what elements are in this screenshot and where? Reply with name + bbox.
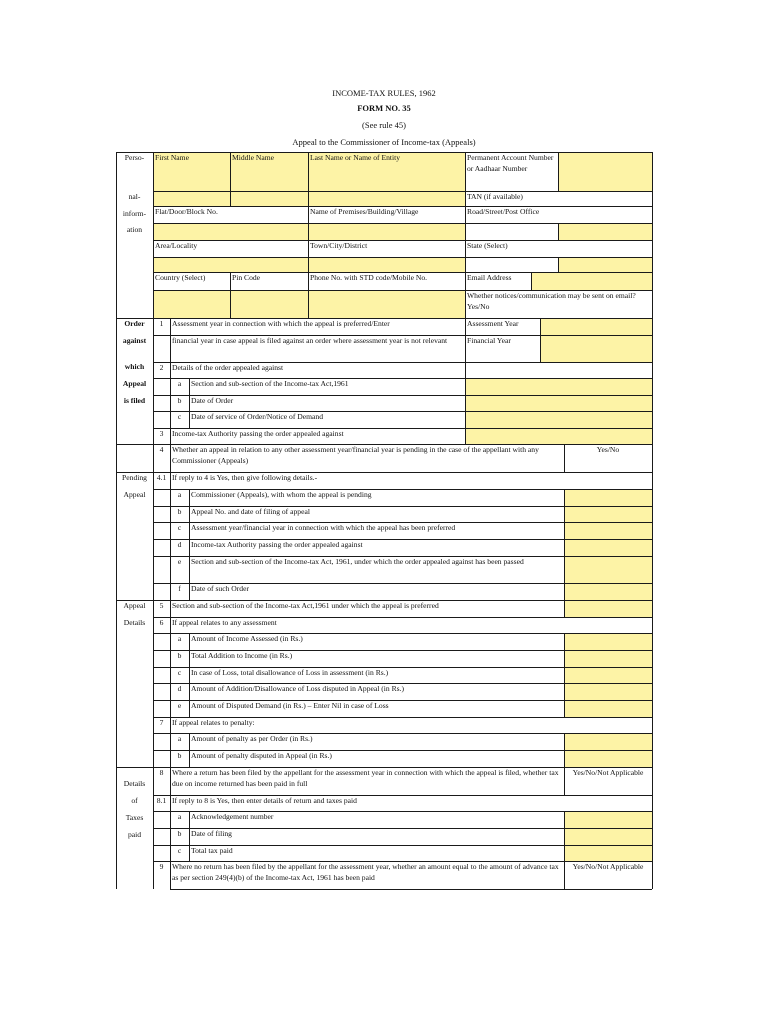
row-text: Total Addition to Income (in Rs.)	[191, 651, 293, 660]
order-field[interactable]	[465, 395, 652, 412]
row-text: Section and sub-section of the Income-tax Act,1961	[191, 379, 349, 388]
phone-field[interactable]	[308, 290, 465, 318]
email-label: Email Address	[467, 273, 512, 282]
rule-line	[153, 223, 652, 224]
rule-line	[153, 861, 652, 862]
rule-line	[153, 767, 652, 768]
rule-line	[153, 600, 652, 601]
row-text: Assessment year in connection with which the appeal is preferred/Enter	[172, 319, 390, 328]
sub-letter: c	[177, 523, 182, 532]
rule-line	[153, 272, 652, 273]
row-text: Amount of Addition/Disallowance of Loss disputed in Appeal (in Rs.)	[191, 684, 405, 693]
row-number: 9	[159, 862, 164, 871]
sub-letter: a	[177, 812, 182, 821]
rule-line	[170, 889, 652, 890]
flat-label: Flat/Door/Block No.	[155, 207, 218, 216]
rule-line	[153, 539, 652, 540]
row-text: If appeal relates to any assessment	[172, 618, 277, 627]
first-name-label: First Name	[155, 153, 189, 162]
rule-line	[465, 318, 466, 444]
authority-field[interactable]	[465, 428, 652, 444]
sub-letter: f	[178, 584, 181, 593]
sub-letter: a	[177, 734, 182, 743]
row-number: 7	[159, 718, 164, 727]
pending-field[interactable]	[564, 489, 652, 506]
rule-line	[189, 489, 190, 600]
row-number: 6	[159, 618, 164, 627]
rule-line	[189, 378, 190, 428]
middle-name-label: Middle Name	[232, 153, 274, 162]
section-label-personal: inform-	[122, 209, 147, 218]
see-rule: (See rule 45)	[362, 120, 406, 130]
row-text: Income-tax Authority passing the order appealed against	[191, 540, 363, 549]
section-label-appeal-details: Appeal	[123, 601, 146, 610]
sub-letter: e	[177, 701, 182, 710]
order-field[interactable]	[465, 378, 652, 395]
rule-line	[153, 750, 652, 751]
rule-line	[153, 257, 652, 258]
rule-line	[153, 633, 652, 634]
section-label-taxes: paid	[127, 830, 142, 839]
row-text: If appeal relates to penalty:	[172, 718, 255, 727]
rule-line	[153, 667, 652, 668]
sub-letter: b	[177, 751, 182, 760]
penalty-field[interactable]	[564, 733, 652, 750]
row-text: financial year in case appeal is filed against an order where assessment year is not relevant	[172, 336, 448, 345]
row-text: Income-tax Authority passing the order appealed against	[172, 429, 344, 438]
rule-line	[564, 733, 565, 795]
penalty-field[interactable]	[564, 750, 652, 767]
section-label-appeal-details: Details	[123, 618, 146, 627]
tax-field[interactable]	[564, 811, 652, 828]
country-label: Country (Select)	[155, 273, 206, 282]
row-text: If reply to 4 is Yes, then give following details.-	[172, 473, 318, 482]
section-label-order: which	[124, 362, 145, 371]
sub-letter: a	[177, 490, 182, 499]
row-text: Where no return has been filed by the appellant for the assessment year, whether an amount equal to the amount of advance tax as per section 249(4)(b) of the Income-tax Act, 1961 has been paid	[172, 862, 559, 882]
rule-line	[153, 395, 652, 396]
row-number: 4	[159, 445, 164, 454]
pending-field[interactable]	[564, 522, 652, 539]
rule-line	[153, 411, 652, 412]
sub-letter: e	[177, 557, 182, 566]
rule-line	[153, 206, 652, 207]
rule-line	[308, 152, 309, 318]
yes-no-answer: Yes/No/Not Applicable	[572, 862, 644, 871]
rule-line	[153, 240, 652, 241]
row-text: If reply to 8 is Yes, then enter details of return and taxes paid	[172, 796, 357, 805]
section-field[interactable]	[564, 600, 652, 617]
amount-field[interactable]	[564, 700, 652, 717]
tan-label: TAN (if available)	[467, 192, 523, 201]
section-label-pending: Pending	[122, 473, 147, 482]
rule-line	[230, 152, 231, 206]
amount-field[interactable]	[564, 650, 652, 667]
sub-letter: b	[177, 396, 182, 405]
rule-line	[189, 811, 190, 861]
rule-line	[564, 444, 565, 472]
rule-line	[153, 191, 652, 192]
last-name-label: Last Name or Name of Entity	[310, 153, 401, 162]
rule-line	[531, 272, 532, 290]
rule-line	[116, 444, 652, 445]
sub-letter: c	[177, 668, 182, 677]
financial-year-label: Financial Year	[467, 336, 511, 345]
rule-line	[153, 700, 652, 701]
rule-line	[564, 633, 565, 717]
rule-line	[652, 152, 653, 889]
amount-field[interactable]	[564, 633, 652, 650]
premises-label: Name of Premises/Building/Village	[310, 207, 419, 216]
row-number: 1	[159, 319, 164, 328]
area-label: Area/Locality	[155, 241, 198, 250]
sub-letter: b	[177, 829, 182, 838]
section-label-order: Order	[124, 319, 145, 328]
flat-field[interactable]	[153, 223, 308, 240]
rule-line	[153, 378, 652, 379]
sub-letter: b	[177, 507, 182, 516]
amount-field[interactable]	[564, 683, 652, 700]
form-title: Appeal to the Commissioner of Income-tax (Appeals)	[292, 137, 476, 147]
row-text: In case of Loss, total disallowance of Loss in assessment (in Rs.)	[191, 668, 389, 677]
rule-line	[558, 223, 559, 240]
pending-field[interactable]	[564, 539, 652, 556]
row-number: 5	[159, 601, 164, 610]
pin-label: Pin Code	[232, 273, 261, 282]
country-field[interactable]	[153, 290, 230, 318]
rule-line	[153, 811, 652, 812]
rule-line	[153, 617, 652, 618]
assessment-year-label: Assessment Year	[467, 319, 519, 328]
rule-line	[153, 318, 154, 889]
pending-field[interactable]	[564, 556, 652, 583]
email-notices-label: Whether notices/communication may be sent on email? Yes/No	[467, 291, 636, 311]
rule-line	[170, 318, 171, 889]
rule-line	[564, 489, 565, 617]
rule-line	[153, 795, 652, 796]
section-label-taxes: Details	[123, 779, 146, 788]
row-number: 3	[159, 429, 164, 438]
email-field[interactable]	[531, 272, 652, 290]
financial-year-field[interactable]	[540, 335, 652, 362]
row-text: Where a return has been filed by the appellant for the assessment year in connection with which the appeal is filed, whether tax due on income returned has been paid in full	[172, 768, 559, 788]
row-text: Amount of penalty disputed in Appeal (in Rs.)	[191, 751, 332, 760]
section-label-personal: nal-	[128, 192, 141, 201]
rule-line	[153, 362, 652, 363]
state-field[interactable]	[558, 257, 652, 272]
rule-line	[153, 428, 652, 429]
rule-line	[153, 556, 652, 557]
rule-line	[153, 717, 652, 718]
row-text: Details of the order appealed against	[172, 363, 284, 372]
rule-line	[564, 811, 565, 889]
sub-letter: a	[177, 634, 182, 643]
sub-letter: d	[177, 684, 182, 693]
row-number: 8	[159, 768, 164, 777]
tax-field[interactable]	[564, 845, 652, 862]
pan-field[interactable]	[558, 152, 652, 191]
rule-line	[116, 152, 117, 889]
first-name-field[interactable]	[153, 191, 230, 206]
row-text: Section and sub-section of the Income-tax Act,1961 under which the appeal is preferred	[172, 601, 439, 610]
road-label: Road/Street/Post Office	[467, 207, 540, 216]
sub-letter: c	[177, 412, 182, 421]
middle-name-field[interactable]	[230, 191, 308, 206]
row-text: Assessment year/financial year in connection with which the appeal has been preferred	[191, 523, 456, 532]
section-label-taxes: of	[131, 796, 138, 805]
row-number: 4.1	[156, 473, 167, 482]
amount-field[interactable]	[564, 667, 652, 684]
row-text: Section and sub-section of the Income-tax Act, 1961, under which the order appealed against has been passed	[191, 557, 524, 566]
section-label-order: Appeal	[122, 379, 147, 388]
row-text: Amount of Disputed Demand (in Rs.) – Enter Nil in case of Loss	[191, 701, 389, 710]
form-number: FORM NO. 35	[357, 103, 411, 113]
rule-line	[230, 272, 231, 318]
rule-line	[116, 600, 153, 601]
rule-line	[116, 767, 153, 768]
rule-line	[189, 633, 190, 717]
rules-title: INCOME-TAX RULES, 1962	[332, 88, 436, 98]
section-label-personal: Perso-	[124, 153, 145, 162]
row-text: Date of service of Order/Notice of Demand	[191, 412, 323, 421]
row-text: Date of Order	[191, 396, 234, 405]
pending-field[interactable]	[564, 583, 652, 600]
sub-letter: b	[177, 651, 182, 660]
rule-line	[153, 489, 652, 490]
rule-line	[189, 733, 190, 767]
row-text: Amount of penalty as per Order (in Rs.)	[191, 734, 313, 743]
rule-line	[153, 828, 652, 829]
rule-line	[540, 318, 541, 362]
rule-line	[116, 472, 153, 473]
section-label-taxes: Taxes	[125, 813, 144, 822]
row-number: 8.1	[156, 796, 167, 805]
row-text: Date of filing	[191, 829, 232, 838]
section-label-order: against	[122, 336, 147, 345]
rule-line	[153, 650, 652, 651]
road-field[interactable]	[558, 223, 652, 240]
row-text: Acknowledgement number	[191, 812, 274, 821]
rule-line	[153, 733, 652, 734]
area-field[interactable]	[153, 257, 465, 272]
row-text: Appeal No. and date of filing of appeal	[191, 507, 310, 516]
rule-line	[558, 257, 559, 272]
row-number: 2	[159, 363, 164, 372]
rule-line	[116, 152, 652, 153]
sub-letter: a	[177, 379, 182, 388]
rule-line	[558, 152, 559, 191]
assessment-year-field[interactable]	[540, 318, 652, 335]
town-label: Town/City/District	[310, 241, 368, 250]
rule-line	[465, 152, 466, 318]
rule-line	[153, 472, 652, 473]
row-text: Total tax paid	[191, 846, 233, 855]
rule-line	[153, 522, 652, 523]
row-text: Commissioner (Appeals), with whom the appeal is pending	[191, 490, 372, 499]
last-name-field[interactable]	[308, 191, 465, 206]
rule-line	[153, 290, 652, 291]
rule-line	[153, 845, 652, 846]
pending-field[interactable]	[564, 506, 652, 522]
rule-line	[153, 152, 154, 318]
state-label: State (Select)	[467, 241, 508, 250]
pan-label: Permanent Account Number or Aadhaar Number	[467, 153, 554, 173]
rule-line	[153, 506, 652, 507]
rule-line	[116, 318, 652, 319]
yes-no-answer: Yes/No	[596, 445, 620, 454]
row-text: Amount of Income Assessed (in Rs.)	[191, 634, 303, 643]
rule-line	[153, 683, 652, 684]
section-label-order: is filed	[123, 396, 146, 405]
section-label-pending: Appeal	[123, 490, 146, 499]
rule-line	[153, 583, 652, 584]
phone-label: Phone No. with STD code/Mobile No.	[310, 273, 428, 282]
row-text: Date of such Order	[191, 584, 249, 593]
tax-field[interactable]	[564, 828, 652, 845]
pin-field[interactable]	[230, 290, 308, 318]
row-text: Whether an appeal in relation to any other assessment year/financial year is pending in the case of the appellant with any Commissioner (Appeals)	[172, 445, 539, 465]
premises-field[interactable]	[308, 223, 465, 240]
yes-no-answer: Yes/No/Not Applicable	[572, 768, 644, 777]
sub-letter: c	[177, 846, 182, 855]
rule-line	[153, 335, 652, 336]
order-field[interactable]	[465, 411, 652, 428]
section-label-personal: ation	[126, 225, 143, 234]
sub-letter: d	[177, 540, 182, 549]
